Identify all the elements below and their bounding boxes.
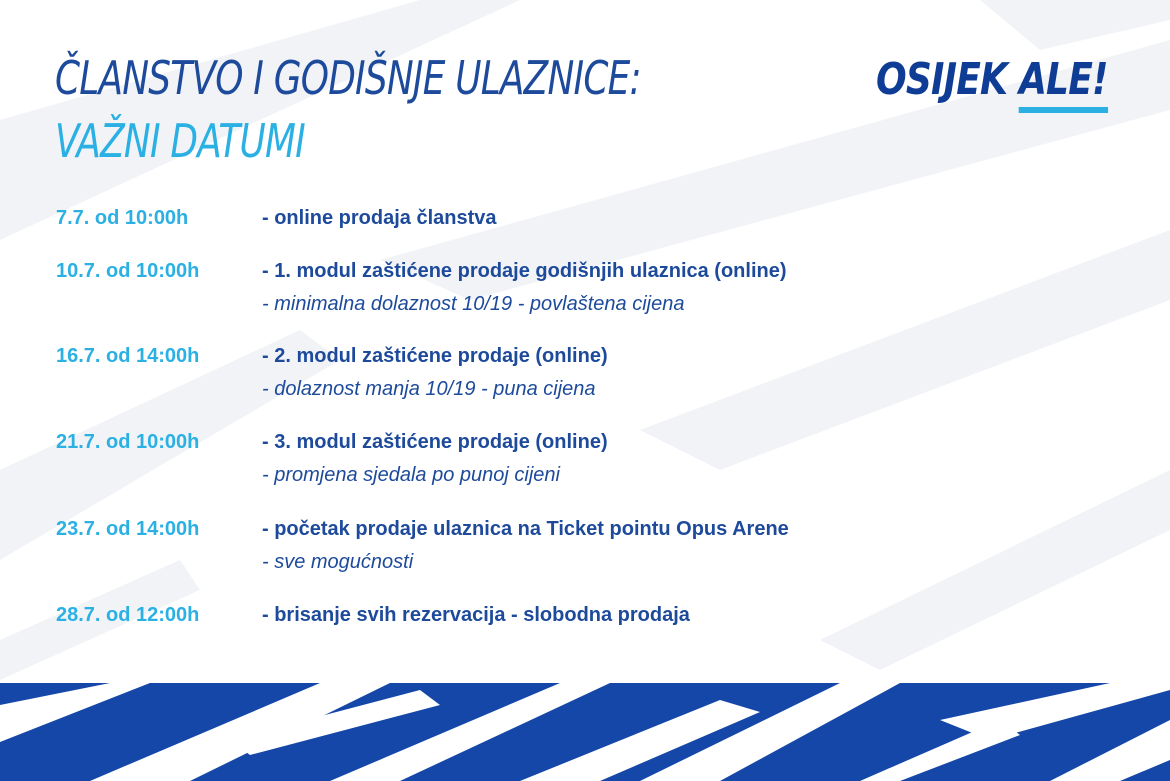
- logo: [876, 54, 1108, 105]
- schedule-date: 28.7. od 12:00h: [56, 604, 200, 626]
- schedule-note: - sve mogućnosti: [262, 551, 414, 573]
- schedule-text: - brisanje svih rezervacija - slobodna prodaja: [262, 604, 690, 626]
- schedule-date: 7.7. od 10:00h: [56, 207, 189, 229]
- logo-word-osijek: OSIJEK: [876, 54, 1008, 105]
- schedule-date: 10.7. od 10:00h: [56, 260, 200, 282]
- schedule-text: - 1. modul zaštićene prodaje godišnjih ulaznica (online): [262, 260, 787, 282]
- schedule-note: - promjena sjedala po punoj cijeni: [262, 464, 560, 486]
- schedule-note: - minimalna dolaznost 10/19 - povlaštena cijena: [262, 293, 685, 315]
- schedule-text: - početak prodaje ulaznica na Ticket pointu Opus Arene: [262, 518, 789, 540]
- schedule-text: - 3. modul zaštićene prodaje (online): [262, 431, 608, 453]
- schedule-note: - dolaznost manja 10/19 - puna cijena: [262, 378, 596, 400]
- title-line-2: VAŽNI DATUMI: [55, 114, 305, 168]
- logo-word-ale: ALE!: [1019, 54, 1108, 113]
- schedule-date: 23.7. od 14:00h: [56, 518, 200, 540]
- schedule-date: 21.7. od 10:00h: [56, 431, 200, 453]
- schedule-text: - online prodaja članstva: [262, 207, 497, 229]
- schedule-text: - 2. modul zaštićene prodaje (online): [262, 345, 608, 367]
- title-line-1: ČLANSTVO I GODIŠNJE ULAZNICE:: [55, 51, 641, 105]
- schedule-date: 16.7. od 14:00h: [56, 345, 200, 367]
